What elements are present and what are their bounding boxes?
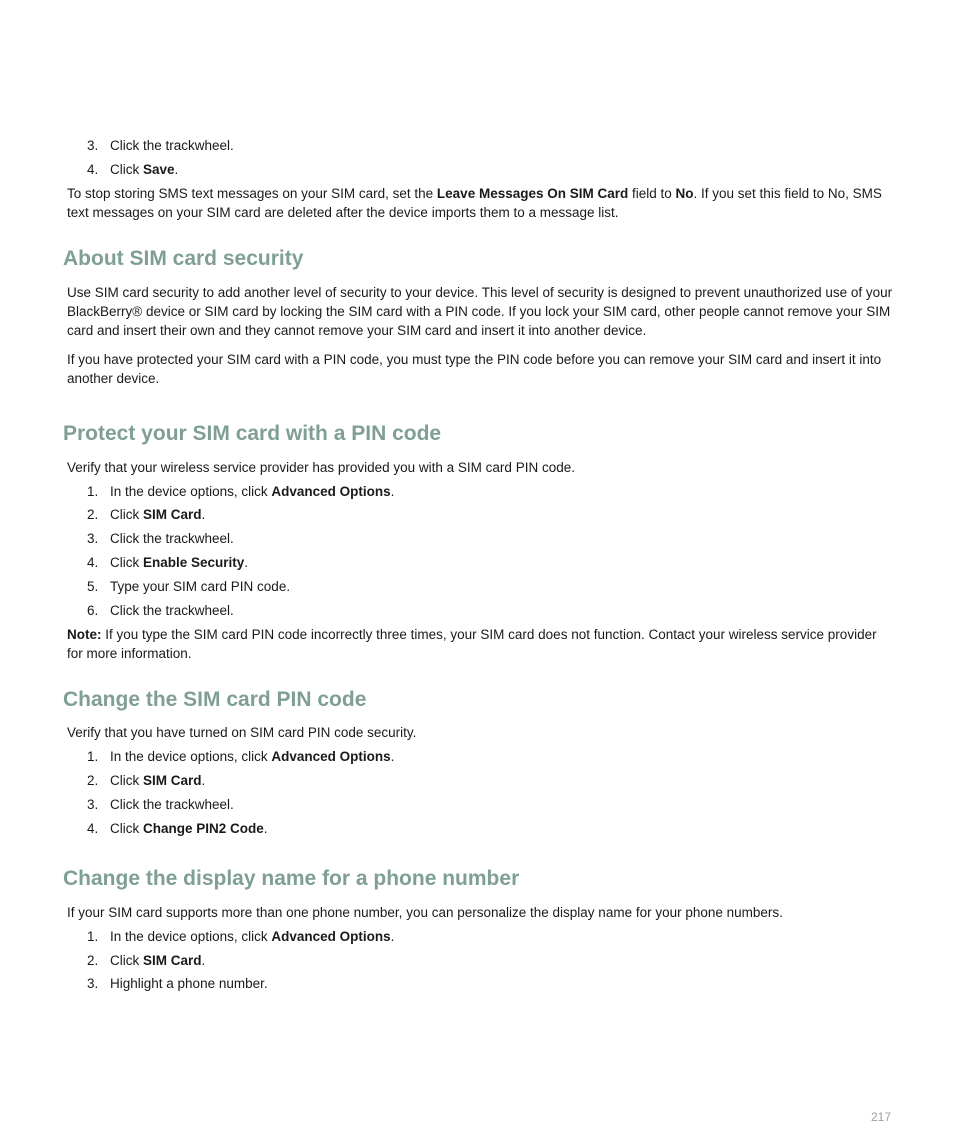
list-item: 1. In the device options, click Advanced Options.	[87, 484, 395, 499]
list-item: 2. Click SIM Card.	[87, 953, 206, 968]
list-item: 2. Click SIM Card.	[87, 507, 206, 522]
list-item: 3. Highlight a phone number.	[87, 976, 268, 991]
list-item: 1. In the device options, click Advanced Options.	[87, 749, 395, 764]
paragraph: Use SIM card security to add another level of security to your device. This level of security is designed to prevent unauthorized use of your BlackBerry® device or SIM card by locking the SIM card with a PIN code. If you lock your SIM card, other people cannot remove your SIM card and insert their own and they cannot remove your SIM card and insert it into another device.	[67, 285, 893, 338]
page-number: 217	[870, 1110, 891, 1124]
list-item: 1. In the device options, click Advanced Options.	[87, 929, 395, 944]
section-heading: Change the display name for a phone number	[63, 867, 520, 890]
section-heading: About SIM card security	[63, 247, 304, 270]
paragraph: To stop storing SMS text messages on your SIM card, set the Leave Messages On SIM Card field to No. If you set this field to No, SMS text messages on your SIM card are deleted after the device imports them to a message list.	[67, 186, 882, 220]
list-item: 4. Click Change PIN2 Code.	[87, 821, 268, 836]
paragraph: If you have protected your SIM card with a PIN code, you must type the PIN code before you can remove your SIM card and insert it into another device.	[67, 352, 882, 386]
paragraph: Verify that your wireless service provider has provided you with a SIM card PIN code.	[67, 460, 575, 475]
list-item: 4. Click Save.	[87, 162, 179, 177]
list-item: 3. Click the trackwheel.	[87, 138, 234, 153]
list-item: 6. Click the trackwheel.	[87, 603, 234, 618]
note: Note: If you type the SIM card PIN code incorrectly three times, your SIM card does not function. Contact your wireless service provider for more information.	[67, 627, 877, 661]
paragraph: If your SIM card supports more than one phone number, you can personalize the display name for your phone numbers.	[67, 905, 783, 920]
list-item: 3. Click the trackwheel.	[87, 531, 234, 546]
paragraph: Verify that you have turned on SIM card PIN code security.	[67, 725, 417, 740]
list-item: 4. Click Enable Security.	[87, 555, 249, 570]
section-heading: Protect your SIM card with a PIN code	[63, 422, 442, 445]
list-item: 5. Type your SIM card PIN code.	[87, 579, 291, 594]
list-item: 2. Click SIM Card.	[87, 773, 206, 788]
list-item: 3. Click the trackwheel.	[87, 797, 234, 812]
section-heading: Change the SIM card PIN code	[63, 688, 367, 711]
